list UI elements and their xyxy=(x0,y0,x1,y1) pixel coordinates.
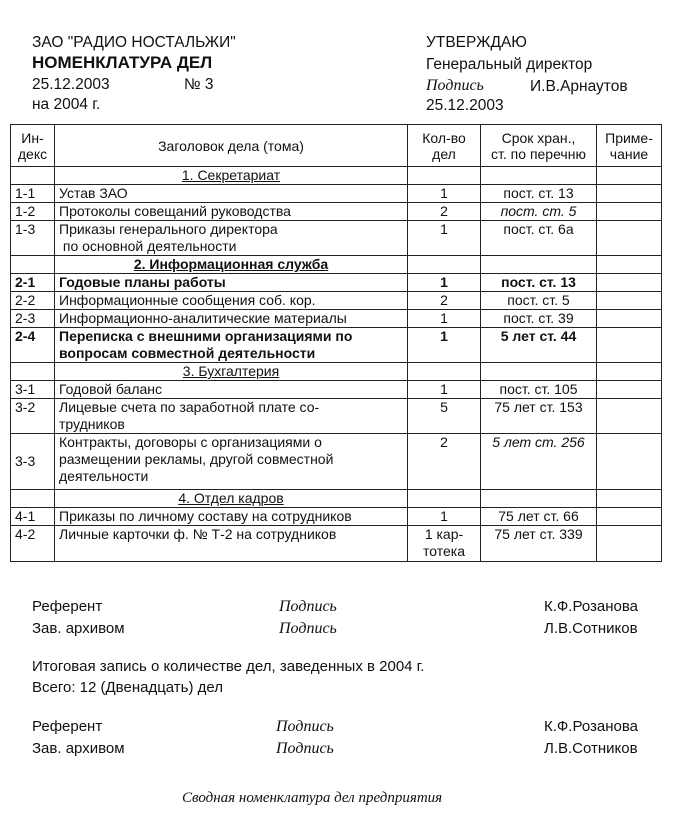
signer-role: Референт xyxy=(32,598,103,615)
approve-stamp: УТВЕРЖДАЮ xyxy=(426,34,527,51)
column-header-index: Ин- декс xyxy=(11,125,55,167)
table-row: 2-1 Годовые планы работы 1 пост. ст. 13 xyxy=(11,274,662,292)
document-number: № 3 xyxy=(184,76,214,93)
table-row: 4-2 Личные карточки ф. № Т-2 на сотрудников 1 кар- тотека 75 лет ст. 339 xyxy=(11,526,662,562)
table-row: 3-3 Контракты, договоры с организациями о размещении рекламы, другой совместной деятельности 2 5 лет ст. 256 xyxy=(11,434,662,490)
approve-date: 25.12.2003 xyxy=(426,97,504,114)
signature-handwritten: Подпись xyxy=(279,620,337,637)
column-header-note: Приме- чание xyxy=(597,125,662,167)
signature-handwritten: Подпись xyxy=(276,718,334,735)
table-row: 2-2 Информационные сообщения соб. кор. 2 пост. ст. 5 xyxy=(11,292,662,310)
signer-name: К.Ф.Розанова xyxy=(544,598,638,615)
organization-name: ЗАО "РАДИО НОСТАЛЬЖИ" xyxy=(32,34,236,51)
section-title: 2. Информационная служба xyxy=(55,256,408,274)
column-header-title: Заголовок дела (тома) xyxy=(55,125,408,167)
signer-role: Референт xyxy=(32,718,103,735)
signer-role: Зав. архивом xyxy=(32,620,125,637)
document-year: на 2004 г. xyxy=(32,96,101,113)
section-row xyxy=(11,167,662,185)
summary-line: Итоговая запись о количестве дел, заведенных в 2004 г. xyxy=(32,658,425,675)
section-row xyxy=(11,490,662,508)
approver-name: И.В.Арнаутов xyxy=(530,78,628,95)
table-row: 2-3 Информационно-аналитические материалы 1 пост. ст. 39 xyxy=(11,310,662,328)
signature-handwritten: Подпись xyxy=(279,598,337,615)
column-header-term: Срок хран., ст. по перечню xyxy=(481,125,597,167)
section-title: 1. Секретариат xyxy=(55,167,408,185)
table-row: 4-1 Приказы по личному составу на сотрудников 1 75 лет ст. 66 xyxy=(11,508,662,526)
summary-total: Всего: 12 (Двенадцать) дел xyxy=(32,679,223,696)
section-title: 3. Бухгалтерия xyxy=(55,363,408,381)
column-header-count: Кол-во дел xyxy=(408,125,481,167)
approver-position: Генеральный директор xyxy=(426,56,593,73)
section-row xyxy=(11,256,662,274)
table-row: 2-4 Переписка с внешними организациями по вопросам совместной деятельности 1 5 лет ст. 44 xyxy=(11,328,662,363)
signer-name: Л.В.Сотников xyxy=(544,740,638,757)
approver-signature: Подпись xyxy=(426,77,484,94)
figure-caption: Сводная номенклатура дел предприятия xyxy=(182,790,443,806)
table-header-row xyxy=(11,125,662,167)
document-date: 25.12.2003 xyxy=(32,76,110,93)
section-row xyxy=(11,363,662,381)
table-row: 3-1 Годовой баланс 1 пост. ст. 105 xyxy=(11,381,662,399)
section-title: 4. Отдел кадров xyxy=(55,490,408,508)
signer-name: К.Ф.Розанова xyxy=(544,718,638,735)
signer-name: Л.В.Сотников xyxy=(544,620,638,637)
table-row: 1-2 Протоколы совещаний руководства 2 пост. ст. 5 xyxy=(11,203,662,221)
table-row: 1-3 Приказы генерального директора по основной деятельности 1 пост. ст. 6а xyxy=(11,221,662,256)
table-row: 3-2 Лицевые счета по заработной плате со- трудников 5 75 лет ст. 153 xyxy=(11,399,662,434)
nomenclature-table xyxy=(10,124,662,562)
document-title: НОМЕНКЛАТУРА ДЕЛ xyxy=(32,53,213,72)
table-row: 1-1 Устав ЗАО 1 пост. ст. 13 xyxy=(11,185,662,203)
signature-handwritten: Подпись xyxy=(276,740,334,757)
signer-role: Зав. архивом xyxy=(32,740,125,757)
